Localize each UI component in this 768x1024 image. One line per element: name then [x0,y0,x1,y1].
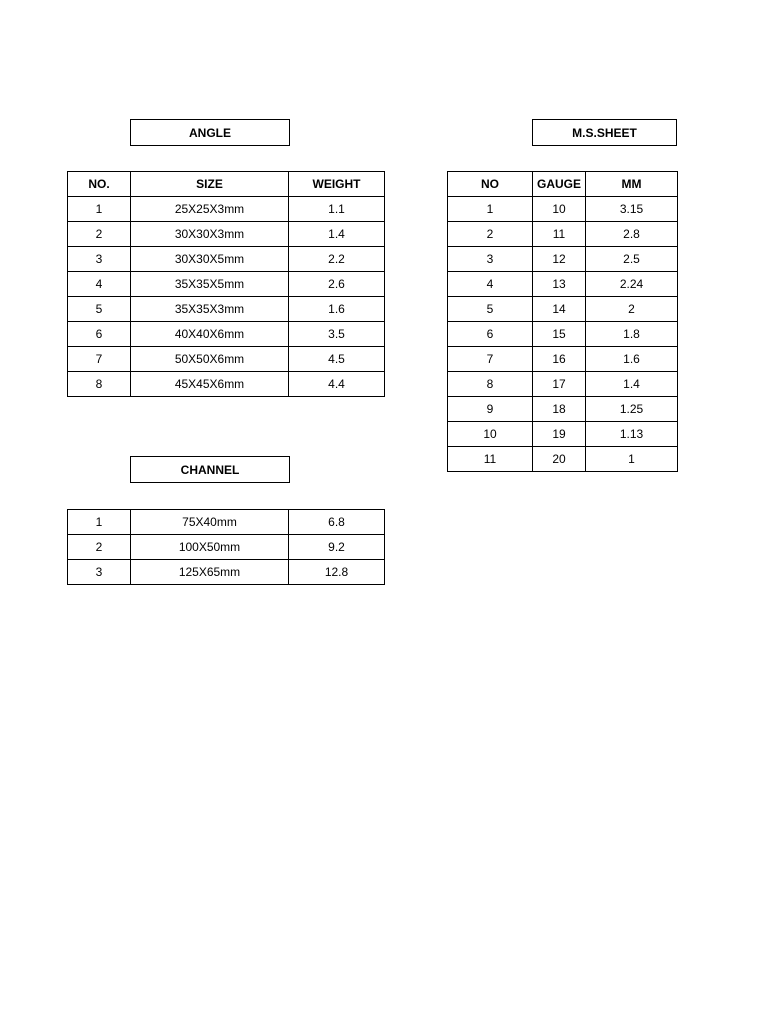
table-cell: 2.6 [289,272,385,297]
mssheet-table [447,171,678,472]
table-cell: 2 [68,535,131,560]
angle-table [67,171,385,397]
channel-table [67,509,385,585]
table-cell: 14 [533,297,586,322]
table-cell: 18 [533,397,586,422]
table-cell: 6 [448,322,533,347]
table-row [68,297,385,322]
table-row [448,322,678,347]
table-cell: 2.2 [289,247,385,272]
table-cell: 6 [68,322,131,347]
table-cell: 3 [68,247,131,272]
table-cell: 11 [448,447,533,472]
table-cell: 2 [68,222,131,247]
table-cell: 35X35X3mm [131,297,289,322]
table-cell: 2.8 [586,222,678,247]
table-cell: 1.1 [289,197,385,222]
table-cell: 20 [533,447,586,472]
mssheet-header-gauge: GAUGE [533,172,586,197]
table-cell: 4.4 [289,372,385,397]
table-cell: 1.4 [586,372,678,397]
table-cell: 75X40mm [131,510,289,535]
table-row [448,272,678,297]
table-cell: 7 [68,347,131,372]
table-row [68,222,385,247]
table-cell: 9 [448,397,533,422]
channel-table-body [68,510,385,585]
table-row [448,222,678,247]
table-cell: 1.6 [586,347,678,372]
angle-header-size: SIZE [131,172,289,197]
table-cell: 11 [533,222,586,247]
table-cell: 6.8 [289,510,385,535]
mssheet-header-row [448,172,678,197]
table-cell: 40X40X6mm [131,322,289,347]
table-cell: 30X30X5mm [131,247,289,272]
angle-table-body [68,197,385,397]
table-cell: 1 [68,510,131,535]
table-row [68,510,385,535]
channel-title: CHANNEL [130,456,290,483]
table-cell: 1 [448,197,533,222]
table-cell: 15 [533,322,586,347]
table-cell: 17 [533,372,586,397]
table-cell: 8 [448,372,533,397]
angle-header-no: NO. [68,172,131,197]
table-row [68,322,385,347]
mssheet-table-body [448,197,678,472]
table-cell: 8 [68,372,131,397]
table-cell: 13 [533,272,586,297]
table-row [68,197,385,222]
table-cell: 50X50X6mm [131,347,289,372]
table-cell: 2 [586,297,678,322]
mssheet-title: M.S.SHEET [532,119,677,146]
angle-header-weight: WEIGHT [289,172,385,197]
table-cell: 125X65mm [131,560,289,585]
table-cell: 3 [448,247,533,272]
table-cell: 19 [533,422,586,447]
table-cell: 9.2 [289,535,385,560]
table-cell: 4 [68,272,131,297]
table-cell: 1 [68,197,131,222]
mssheet-header-mm: MM [586,172,678,197]
mssheet-header-no: NO [448,172,533,197]
table-cell: 3 [68,560,131,585]
table-cell: 12.8 [289,560,385,585]
table-cell: 16 [533,347,586,372]
table-cell: 2.5 [586,247,678,272]
table-row [448,422,678,447]
table-cell: 1.13 [586,422,678,447]
table-cell: 2 [448,222,533,247]
table-row [68,272,385,297]
table-cell: 35X35X5mm [131,272,289,297]
table-row [448,447,678,472]
table-cell: 1.6 [289,297,385,322]
table-cell: 5 [68,297,131,322]
angle-title: ANGLE [130,119,290,146]
table-row [448,347,678,372]
table-cell: 100X50mm [131,535,289,560]
table-cell: 12 [533,247,586,272]
table-cell: 30X30X3mm [131,222,289,247]
table-cell: 1 [586,447,678,472]
table-cell: 3.5 [289,322,385,347]
table-cell: 10 [448,422,533,447]
table-cell: 45X45X6mm [131,372,289,397]
table-row [448,247,678,272]
table-row [68,372,385,397]
table-row [68,535,385,560]
table-row [448,297,678,322]
table-row [68,247,385,272]
table-row [68,560,385,585]
table-row [448,397,678,422]
table-cell: 4 [448,272,533,297]
table-cell: 2.24 [586,272,678,297]
table-cell: 7 [448,347,533,372]
table-cell: 25X25X3mm [131,197,289,222]
table-row [448,197,678,222]
table-cell: 4.5 [289,347,385,372]
table-cell: 1.8 [586,322,678,347]
table-cell: 1.4 [289,222,385,247]
table-cell: 3.15 [586,197,678,222]
table-row [448,372,678,397]
table-row [68,347,385,372]
table-cell: 1.25 [586,397,678,422]
table-cell: 10 [533,197,586,222]
table-cell: 5 [448,297,533,322]
angle-header-row [68,172,385,197]
